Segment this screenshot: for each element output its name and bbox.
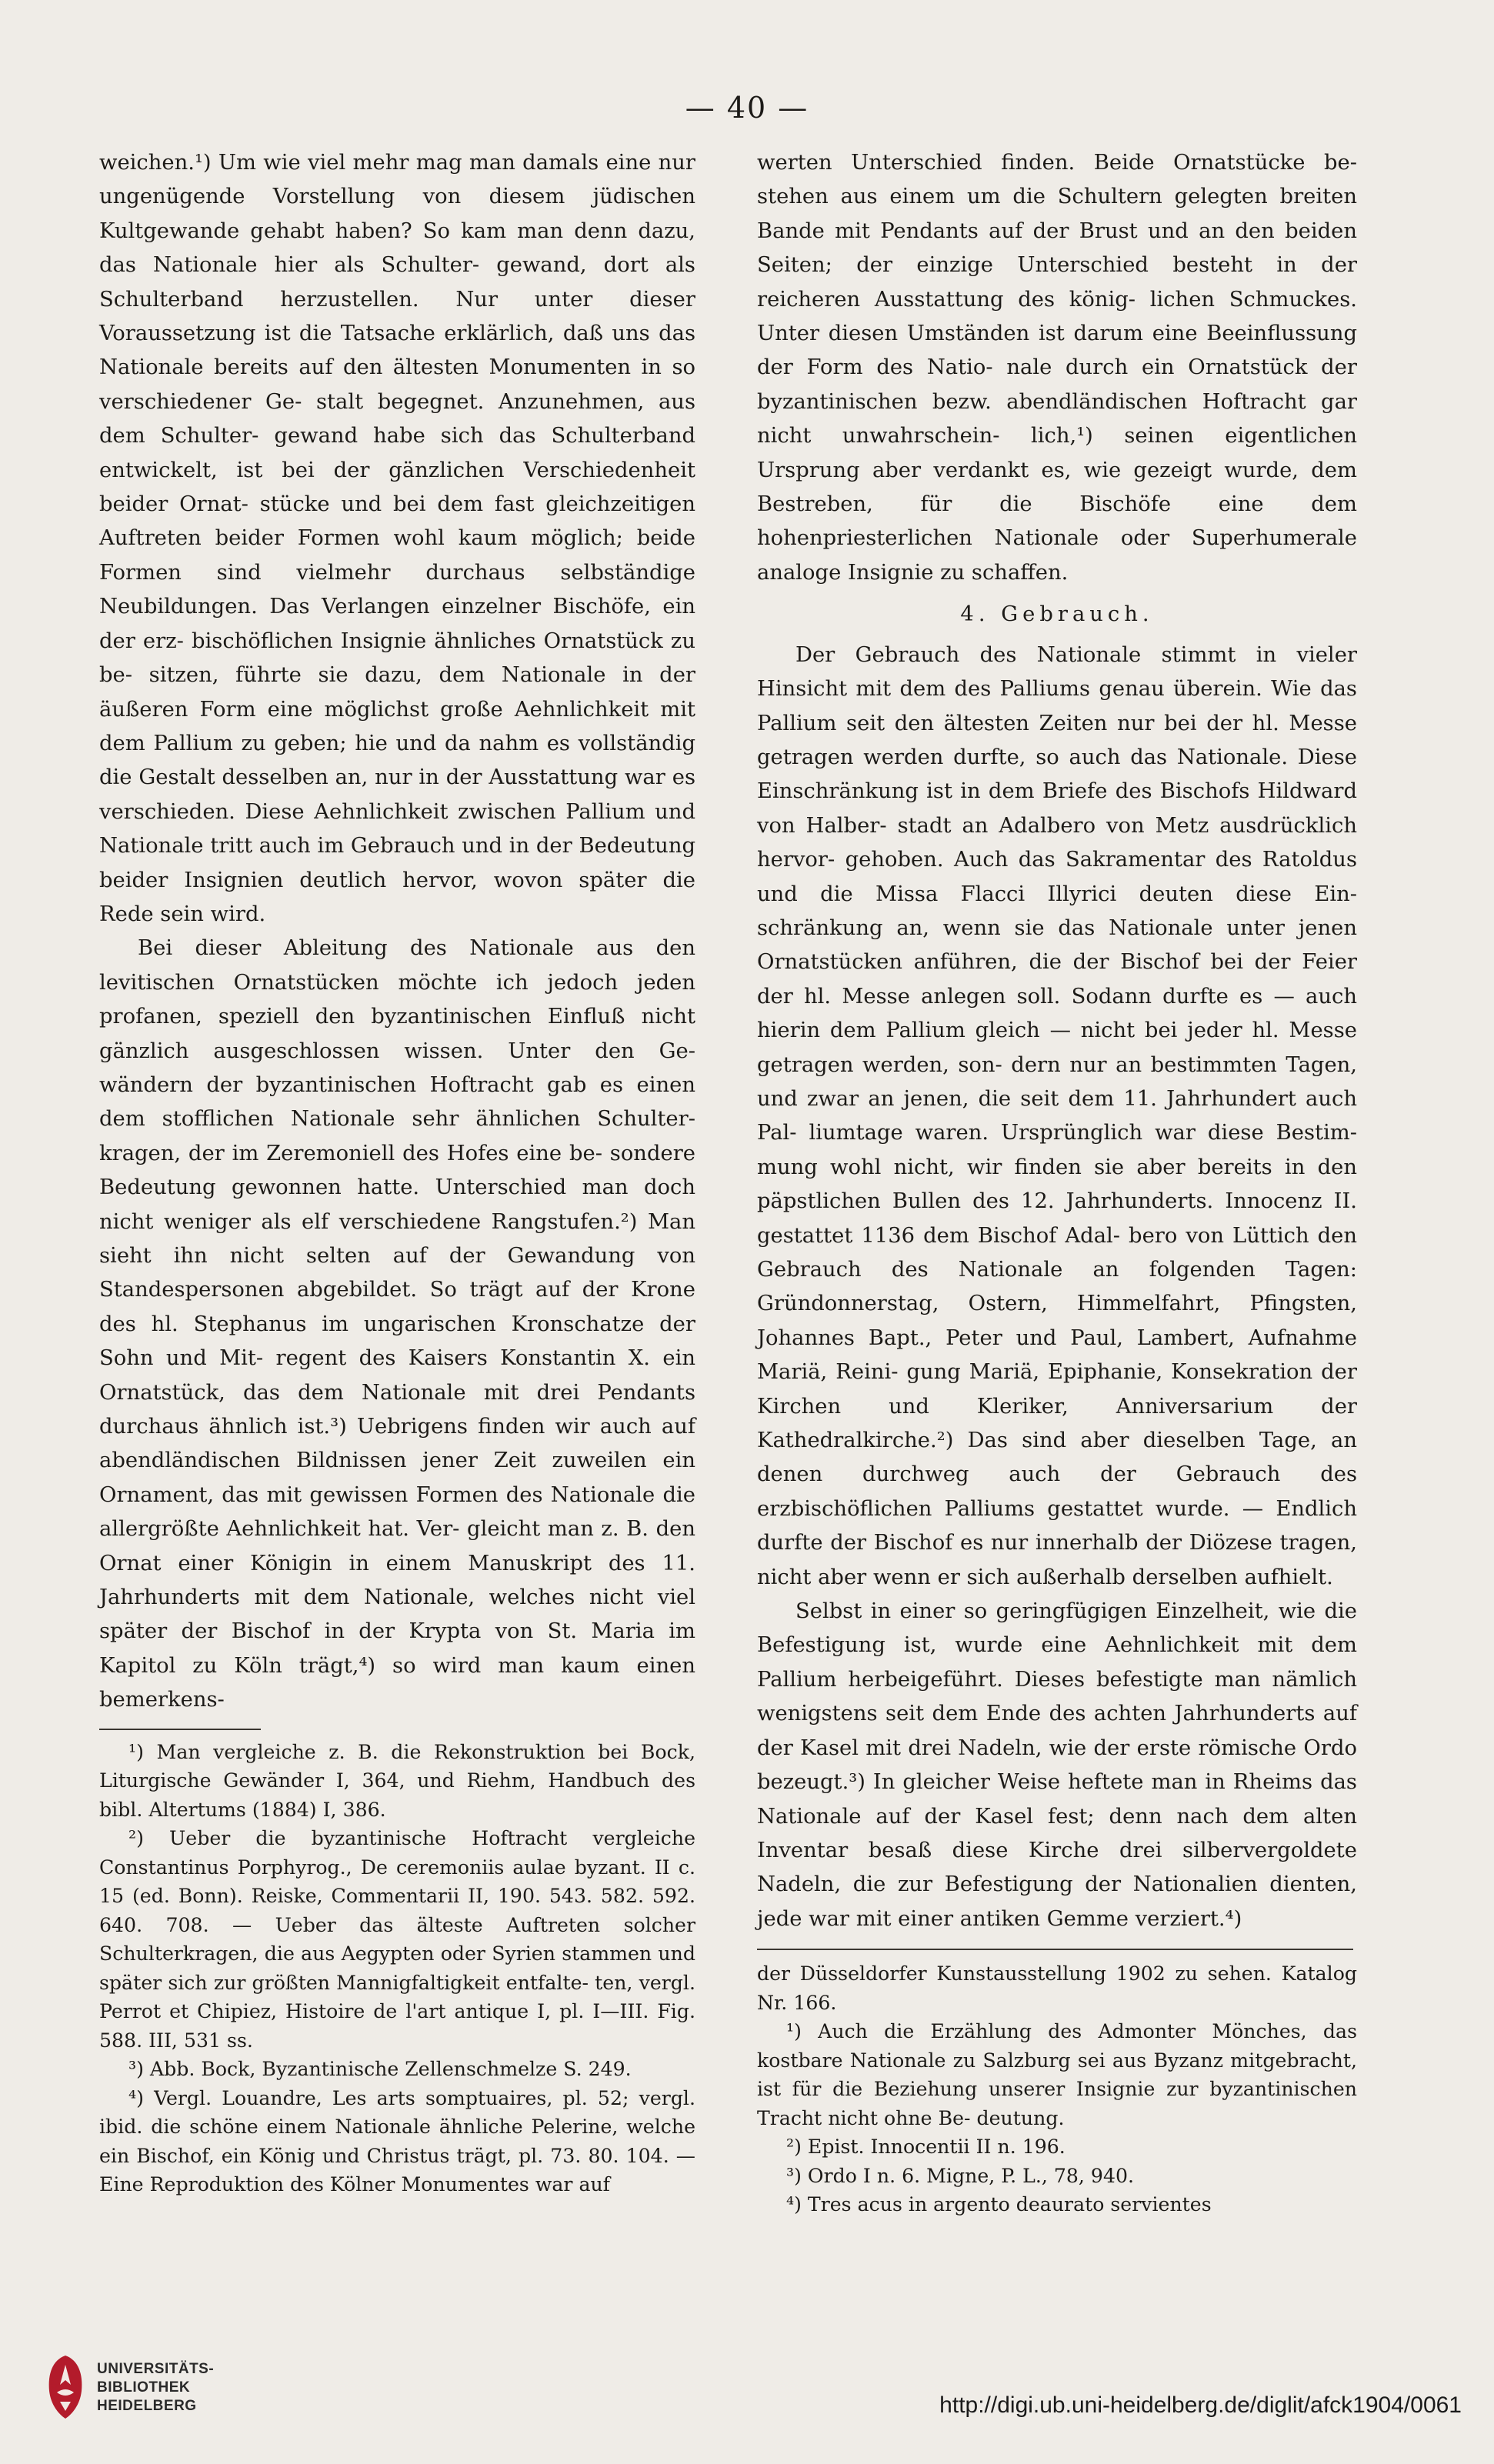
- footnote: ³) Abb. Bock, Byzantinische Zellenschmelze S. 249.: [128, 2058, 632, 2081]
- footnote: ⁴) Vergl. Louandre, Les arts somptuaires, pl. 52; vergl. ibid. die schöne einem Nationale ähnliche Pelerine, welche ein Bischof, ein König und Christus trägt, pl. 73. 80. 104. — Eine Reproduktion des Kölner Monumentes war auf: [99, 2086, 695, 2196]
- body-paragraph: Selbst in einer so geringfügigen Einzelheit, wie die Befestigung ist, wurde eine Aehnlichkeit mit dem Pallium herbeigeführt. Dieses befestigte man nämlich wenigstens seit dem Ende des achten Jahrhunderts auf der Kasel mit drei Nadeln, wie der erste römische Ordo bezeugt.³) In gleicher Weise heftete man in Rheims das Nationale auf der Kasel fest; denn nach dem alten Inventar besaß diese Kirche drei silbervergoldete Nadeln, die zur Befestigung der Nationalien dienten, jede war mit einer antiken Gemme verziert.⁴): [757, 1599, 1357, 1931]
- footnote: ²) Ueber die byzantinische Hoftracht vergleiche Constantinus Porphyrog., De ceremoniis aulae byzant. II c. 15 (ed. Bonn). Reiske, Commentarii II, 190. 543. 582. 592. 640. 708. — Ueber das älteste Auftreten solcher Schulterkragen, die aus Aegypten oder Syrien stammen und später sich zur größten Mannigfaltigkeit entfalte- ten, vergl. Perrot et Chipiez, Histoire de l'art antique I, pl. I—III. Fig. 588. III, 531 ss.: [99, 1827, 695, 2052]
- logo-line: BIBLIOTHEK: [97, 2379, 191, 2396]
- page-number: — 40 —: [685, 91, 809, 125]
- footnote-continuation: der Düsseldorfer Kunstausstellung 1902 zu sehen. Katalog Nr. 166.: [757, 1962, 1357, 2014]
- body-paragraph: Bei dieser Ableitung des Nationale aus den levitischen Ornatstücken möchte ich jedoch jeden profanen, speziell den byzantinischen Einfluß nicht gänzlich ausgeschlossen wissen. Unter den Ge- wändern der byzantinischen Hoftracht gab es einen dem stofflichen Nationale sehr ähnlichen Schulter- kragen, der im Zeremoniell des Hofes eine be- sondere Bedeutung gewonnen hatte. Unterschied man doch nicht weniger als elf verschiedene Rangstufen.²) Man sieht ihn nicht selten auf der Gewandung von Standespersonen abgebildet. So trägt auf der Krone des hl. Stephanus im ungarischen Kronschatze der Sohn und Mit- regent des Kaisers Konstantin X. ein Ornatstück, das dem Nationale mit drei Pendants durchaus ähnlich ist.³) Uebrigens finden wir auch auf abendländischen Bildnissen jener Zeit zuweilen ein Ornament, das mit gewissen Formen des Nationale die allergrößte Aehnlichkeit hat. Ver- gleicht man z. B. den Ornat einer Königin in einem Manuskript des 11. Jahrhunderts mit dem Nationale, welches nicht viel später der Bischof in der Krypta von St. Maria im Kapitol zu Köln trägt,⁴) so wird man kaum einen bemerkens-: [99, 936, 695, 1712]
- footnotes: [757, 1959, 1357, 2219]
- footnote: ⁴) Tres acus in argento deaurato servientes: [786, 2193, 1212, 2216]
- university-seal-icon: [42, 2352, 89, 2422]
- body-paragraph: Der Gebrauch des Nationale stimmt in vieler Hinsicht mit dem des Palliums genau überein. Wie das Pallium seit den ältesten Zeiten nur bei der hl. Messe getragen werden durfte, so auch das Nationale. Diese Einschränkung ist in dem Briefe des Bischofs Hildward von Halber- stadt an Adalbero von Metz ausdrücklich hervor- gehoben. Auch das Sakramentar des Ratoldus und die Missa Flacci Illyrici deuten diese Ein- schränkung an, wenn sie das Nationale unter jenen Ornatstücken anführen, die der Bischof bei der Feier der hl. Messe anlegen soll. Sodann durfte es — auch hierin dem Pallium gleich — nicht bei jeder hl. Messe getragen werden, son- dern nur an bestimmten Tagen, und zwar an jenen, die seit dem 11. Jahrhundert auch Pal- liumtage waren. Ursprünglich war diese Bestim- mung wohl nicht, wir finden sie aber bereits in den päpstlichen Bullen des 12. Jahrhunderts. Innocenz II. gestattet 1136 dem Bischof Adal- bero von Lüttich den Gebrauch des Nationale an folgenden Tagen: Gründonnerstag, Ostern, Himmelfahrt, Pfingsten, Johannes Bapt., Peter und Paul, Lambert, Aufnahme Mariä, Reini- gung Mariä, Epiphanie, Konsekration der Kirchen und Kleriker, Anniversarium der Kathedralkirche.²) Das sind aber dieselben Tage, an denen durchweg auch der Gebrauch des erzbischöflichen Palliums gestattet wurde. — Endlich durfte der Bischof es nur innerhalb der Diözese tragen, nicht aber wenn er sich außerhalb derselben aufhielt.: [757, 642, 1357, 1589]
- footnotes: [99, 1738, 695, 2199]
- logo-text: [97, 2360, 214, 2416]
- logo-line: UNIVERSITÄTS-: [97, 2361, 215, 2377]
- library-logo: [42, 2346, 242, 2439]
- footnote: ²) Epist. Innocentii II n. 196.: [786, 2136, 1065, 2159]
- footnote: ¹) Man vergleiche z. B. die Rekonstruktion bei Bock, Liturgische Gewänder I, 364, und Riehm, Handbuch des bibl. Altertums (1884) I, 386.: [99, 1740, 695, 1821]
- footnote-divider: [99, 1729, 261, 1730]
- section-heading: 4. Gebrauch.: [960, 602, 1154, 627]
- footnote-divider: [757, 1949, 1353, 1950]
- footnote: ³) Ordo I n. 6. Migne, P. L., 78, 940.: [786, 2164, 1134, 2187]
- left-column: [99, 146, 695, 2199]
- body-paragraph: werten Unterschied finden. Beide Ornatstücke be- stehen aus einem um die Schultern gelegten breiten Bande mit Pendants auf der Brust und an den beiden Seiten; der einzige Unterschied besteht in der reicheren Ausstattung des könig- lichen Schmuckes. Unter diesen Umständen ist darum eine Beeinflussung der Form des Natio- nale durch ein Ornatstück der byzantinischen bezw. abendländischen Hoftracht gar nicht unwahrschein- lich,¹) seinen eigentlichen Ursprung aber verdankt es, wie gezeigt wurde, dem Bestreben, für die Bischöfe eine dem hohenpriesterlichen Nationale oder Superhumerale analoge Insignie zu schaffen.: [757, 151, 1357, 585]
- source-url[interactable]: http://digi.ub.uni-heidelberg.de/diglit/afck1904/0061: [939, 2392, 1462, 2418]
- footnote: ¹) Auch die Erzählung des Admonter Mönches, das kostbare Nationale zu Salzburg sei aus Byzanz mitgebracht, ist für die Beziehung unserer Insignie zur byzantinischen Tracht nicht ohne Be- deutung.: [757, 2020, 1357, 2129]
- logo-line: HEIDELBERG: [97, 2398, 197, 2414]
- right-column: [757, 146, 1357, 2219]
- body-paragraph: weichen.¹) Um wie viel mehr mag man damals eine nur ungenügende Vorstellung von diesem jüdischen Kultgewande gehabt haben? So kam man denn dazu, das Nationale hier als Schulter- gewand, dort als Schulterband herzustellen. Nur unter dieser Voraussetzung ist die Tatsache erklärlich, daß uns das Nationale bereits auf den ältesten Monumenten in so verschiedener Ge- stalt begegnet. Anzunehmen, aus dem Schulter- gewand habe sich das Schulterband entwickelt, ist bei der gänzlichen Verschiedenheit beider Ornat- stücke und bei dem fast gleichzeitigen Auftreten beider Formen wohl kaum möglich; beide Formen sind vielmehr durchaus selbständige Neubildungen. Das Verlangen einzelner Bischöfe, ein der erz- bischöflichen Insignie ähnliches Ornatstück zu be- sitzen, führte sie dazu, dem Nationale in der äußeren Form eine möglichst große Aehnlichkeit mit dem Pallium zu geben; hie und da nahm es vollständig die Gestalt desselben an, nur in der Ausstattung war es verschieden. Diese Aehnlichkeit zwischen Pallium und Nationale tritt auch im Gebrauch und in der Bedeutung beider Insignien deutlich hervor, wovon später die Rede sein wird.: [99, 151, 695, 926]
